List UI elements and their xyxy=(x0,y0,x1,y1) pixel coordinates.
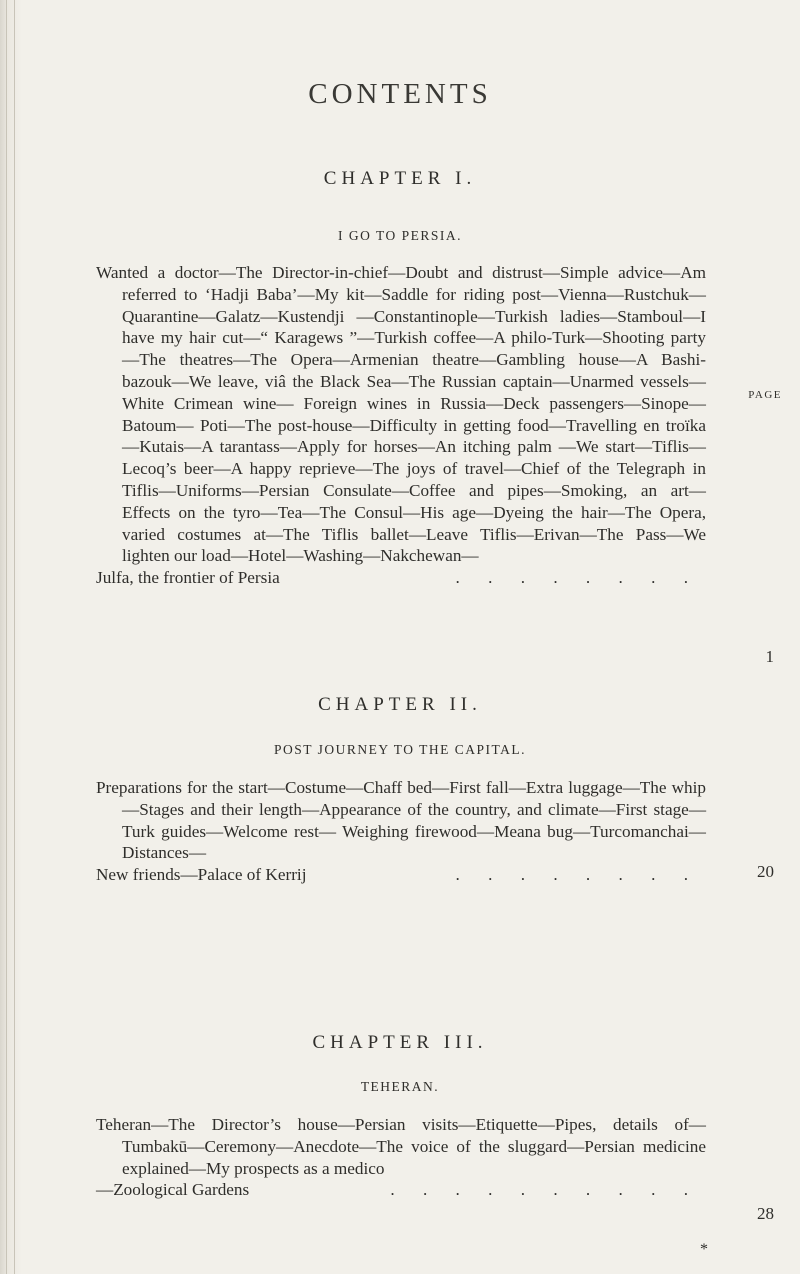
dot-leader: . . . . . . . . xyxy=(455,568,700,588)
page-column-label: PAGE xyxy=(748,389,782,401)
page-title: CONTENTS xyxy=(308,78,492,110)
chapter-1-synopsis-last: Julfa, the frontier of Persia xyxy=(96,568,280,588)
chapter-2-subtitle: POST JOURNEY TO THE CAPITAL. xyxy=(273,742,527,757)
chapter-2-page-number: 20 xyxy=(757,862,774,881)
chapter-2-heading: CHAPTER II. xyxy=(318,694,482,715)
chapter-3-synopsis xyxy=(96,1114,706,1201)
chapter-2-last-line xyxy=(96,864,706,886)
chapter-1-last-line xyxy=(96,567,706,589)
chapter-2-synopsis-last: New friends—Palace of Kerrij xyxy=(96,865,307,885)
chapter-2-synopsis-text: Preparations for the start—Costume—Chaff bed—First fall—Extra luggage—The whip—Stages and their length—Appearance of the country, and climate—First stage—Turk guides—Welcome rest— Weighing firewood—Meana bug—Turcomanchai—Distances— xyxy=(96,778,706,863)
chapter-1-synopsis-text: Wanted a doctor—The Director-in-chief—Doubt and distrust—Simple advice—Am referred to ‘Hadji Baba’—My kit—Saddle for riding post—Vienna—Rustchuk—Quarantine—Galatz—Kustendji —Constantinople—Turkish ladies—Stamboul—I have my hair cut—“ Karagews ”—Turkish coffee—A philo-Turk—Shooting party—The theatres—The Opera—Armenian theatre—Gambling house—A Bashi-bazouk—We leave, viâ the Black Sea—The Russian captain—Unarmed vessels—White Crimean wine— Foreign wines in Russia—Deck passengers—Sinope—Batoum— Poti—The post-house—Difficulty in getting food—Travelling en troïka—Kutais—A tarantass—Apply for horses—An itching palm —We start—Tiflis—Lecoq’s beer—A happy reprieve—The joys of travel—Chief of the Telegraph in Tiflis—Uniforms—Persian Consulate—Coffee and pipes—Smoking, an art—Effects on the tyro—Tea—The Consul—His age—Dyeing the hair—The Opera, varied costumes at—The Tiflis ballet—Leave Tiflis—Erivan—The Pass—We lighten our load—Hotel—Washing—Nakchewan— xyxy=(96,263,706,566)
chapter-3-last-line xyxy=(96,1179,706,1201)
chapter-1-page-number: 1 xyxy=(765,647,774,666)
chapter-1-subtitle: I GO TO PERSIA. xyxy=(337,228,462,243)
chapter-3-subtitle: TEHERAN. xyxy=(360,1079,440,1094)
chapter-3-heading: CHAPTER III. xyxy=(312,1032,488,1053)
chapter-1-synopsis xyxy=(96,262,706,589)
chapter-3-synopsis-text: Teheran—The Director’s house—Persian visits—Etiquette—Pipes, details of—Tumbakū—Ceremony—Anecdote—The voice of the sluggard—Persian medicine explained—My prospects as a medico xyxy=(96,1115,706,1178)
signature-mark: * xyxy=(700,1241,708,1258)
chapter-1-heading: CHAPTER I. xyxy=(323,168,477,189)
dot-leader: . . . . . . . . . . xyxy=(390,1180,700,1200)
chapter-3-page-number: 28 xyxy=(757,1204,774,1223)
dot-leader: . . . . . . . . xyxy=(455,865,700,885)
chapter-2-synopsis xyxy=(96,777,706,886)
chapter-3-synopsis-last: —Zoological Gardens xyxy=(96,1180,250,1200)
